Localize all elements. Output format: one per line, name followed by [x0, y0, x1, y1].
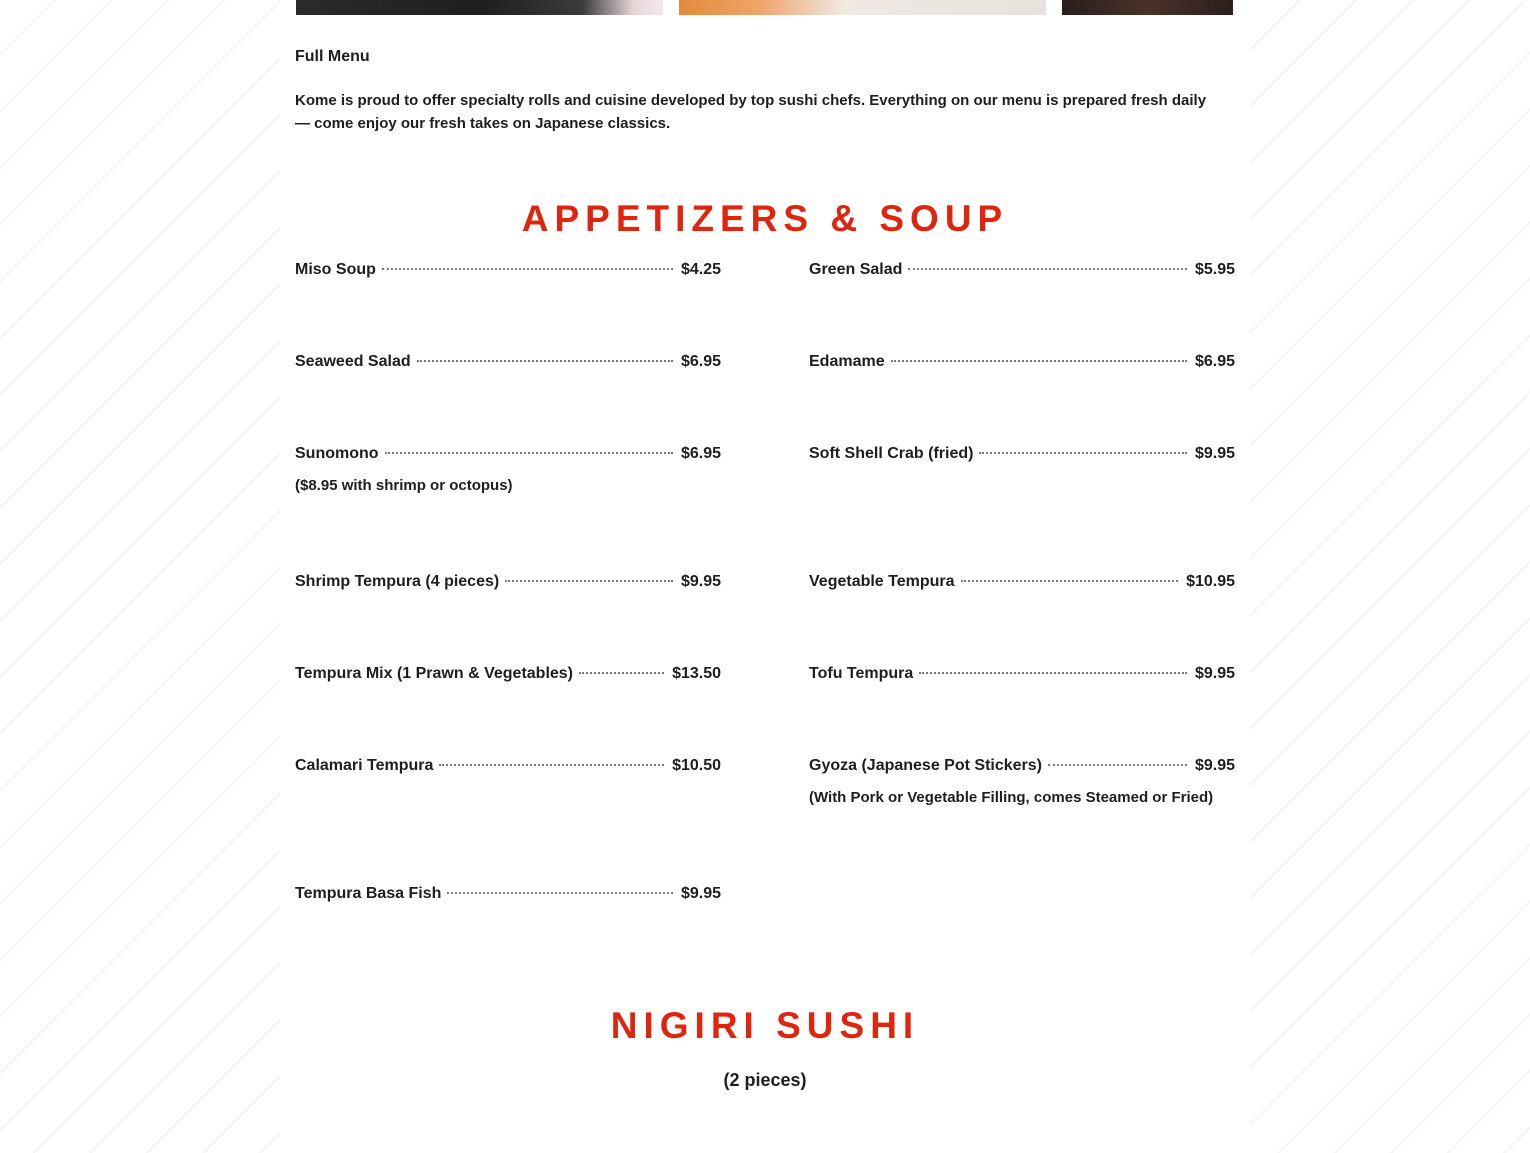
menu-item-miso-soup: [295, 261, 721, 279]
item-name: Miso Soup: [295, 261, 376, 278]
item-price: $9.95: [1194, 757, 1235, 774]
item-name: Seaweed Salad: [295, 353, 411, 370]
dot-leader: [961, 580, 1179, 582]
nigiri-subtitle: (2 pieces): [723, 1070, 807, 1090]
dot-leader: [417, 360, 673, 362]
dot-leader: [891, 360, 1187, 362]
item-price: $6.95: [680, 445, 721, 462]
menu-item-green-salad: [809, 261, 1235, 279]
item-name: Vegetable Tempura: [809, 573, 955, 590]
item-price: $9.95: [1194, 665, 1235, 682]
menu-item-calamari-tempura: [295, 757, 721, 775]
menu-item-soft-shell-crab: [809, 445, 1235, 463]
dot-leader: [447, 892, 673, 894]
item-name: Tofu Tempura: [809, 665, 914, 682]
dot-leader: [382, 268, 673, 270]
item-price: $4.25: [680, 261, 721, 278]
item-name: Tempura Mix (1 Prawn & Vegetables): [295, 665, 574, 682]
item-note: ($8.95 with shrimp or octopus): [295, 477, 513, 494]
nigiri-title: NIGIRI SUSHI: [610, 1005, 920, 1046]
dot-leader: [1048, 764, 1187, 766]
menu-item-edamame: [809, 353, 1235, 371]
dot-leader: [439, 764, 664, 766]
menu-item-shrimp-tempura: [295, 573, 721, 591]
intro-text: Kome is proud to offer specialty rolls and cuisine developed by top sushi chefs. Everything on our menu is prepared fresh daily — come enjoy our fresh takes on Japanese classics.: [295, 92, 1207, 132]
item-price: $6.95: [680, 353, 721, 370]
item-price: $13.50: [672, 665, 721, 682]
menu-item-vegetable-tempura: [809, 573, 1235, 591]
item-name: Green Salad: [809, 261, 903, 278]
intro-title: Full Menu: [295, 48, 370, 65]
dot-leader: [908, 268, 1187, 270]
menu-item-tempura-basa-fish: [295, 885, 721, 903]
menu-item-tofu-tempura: [809, 665, 1235, 683]
menu-item-seaweed-salad: [295, 353, 721, 371]
item-name: Gyoza (Japanese Pot Stickers): [809, 757, 1042, 774]
dot-leader: [979, 452, 1187, 454]
menu-item-sunomono: [295, 445, 721, 494]
item-name: Edamame: [809, 353, 885, 370]
appetizers-title: APPETIZERS & SOUP: [521, 198, 1009, 239]
menu-item-tempura-mix: [295, 665, 721, 683]
dot-leader: [919, 672, 1187, 674]
item-price: $10.50: [672, 757, 721, 774]
item-price: $9.95: [1194, 445, 1235, 462]
dot-leader: [579, 672, 664, 674]
gallery-photo-1[interactable]: [296, 0, 663, 15]
item-name: Sunomono: [295, 445, 379, 462]
item-price: $6.95: [1194, 353, 1235, 370]
menu-item-gyoza: [809, 757, 1235, 806]
gallery-photo-3[interactable]: [1062, 0, 1233, 15]
item-price: $9.95: [680, 573, 721, 590]
gallery-photo-2[interactable]: [679, 0, 1046, 15]
item-price: $10.95: [1186, 573, 1235, 590]
item-price: $5.95: [1194, 261, 1235, 278]
dot-leader: [385, 452, 673, 454]
item-name: Tempura Basa Fish: [295, 885, 442, 902]
item-name: Shrimp Tempura (4 pieces): [295, 573, 500, 590]
item-name: Soft Shell Crab (fried): [809, 445, 974, 462]
item-price: $9.95: [680, 885, 721, 902]
item-note: (With Pork or Vegetable Filling, comes Steamed or Fried): [809, 789, 1214, 806]
item-name: Calamari Tempura: [295, 757, 434, 774]
dot-leader: [505, 580, 673, 582]
